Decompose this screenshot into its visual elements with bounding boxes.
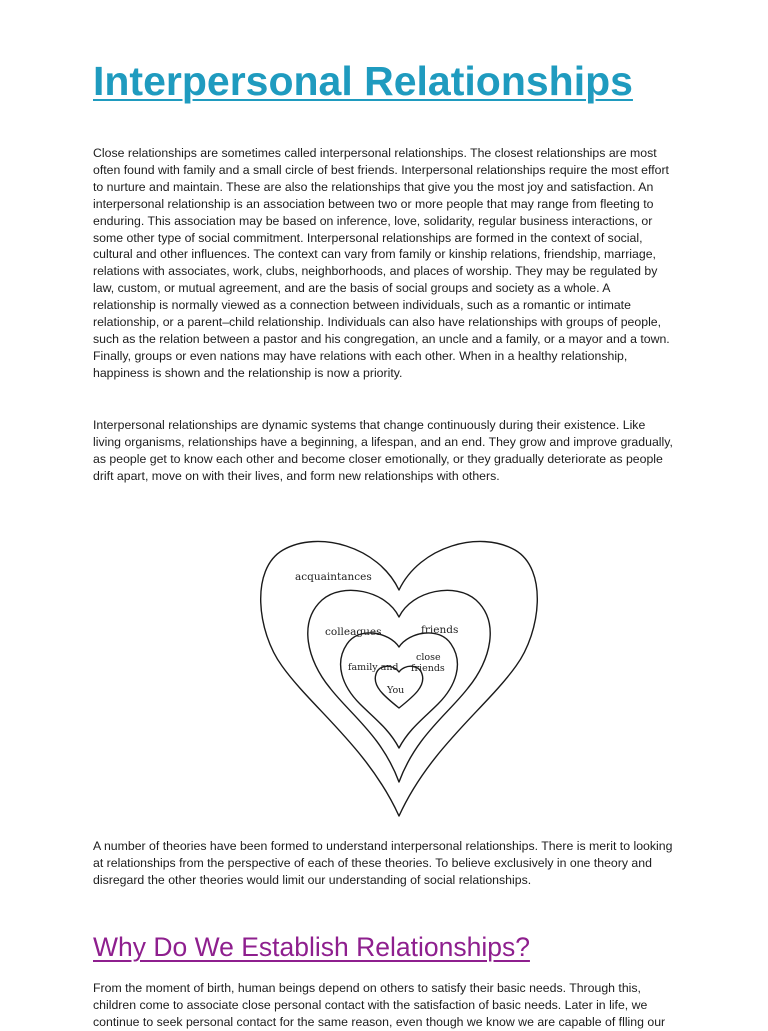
section-heading: Why Do We Establish Relationships? <box>93 932 530 962</box>
paragraph-line: Interpersonal relationships are dynamic systems that change continuously during their existence. Like <box>93 418 646 432</box>
label-family-and: family and <box>348 662 399 673</box>
paragraph-line: to nurture and maintain. These are also the relationships that give you the most joy and satisfaction. An <box>93 179 654 194</box>
page-title: Interpersonal Relationships <box>93 58 633 104</box>
label-colleagues: colleagues <box>325 626 382 638</box>
paragraph-line: Finally, groups or even nations may have relations with each other. When in a healthy relationship, <box>93 348 628 363</box>
paragraph-line: drift apart, move on with their lives, and form new relationships with others. <box>93 468 500 483</box>
paragraph-line: happiness is shown and the relationship is now a priority. <box>93 365 403 380</box>
paragraph-line: interpersonal relationship is an association between two or more people that may range from fleeting to <box>93 196 654 211</box>
relationship-heart-diagram <box>250 536 550 822</box>
label-close-friends: friends <box>411 663 445 674</box>
paragraph-line: some other type of social commitment. Interpersonal relationships are formed in the context of social, <box>93 230 643 245</box>
paragraph-line: such as the relation between a pastor and his congregation, an uncle and a family, or a mayor and a town. <box>93 331 670 346</box>
dynamics-paragraph <box>93 417 713 485</box>
paragraph-line: often found with family and a small circle of best friends. Interpersonal relationships require the most effort <box>93 162 669 177</box>
paragraph-line: cultural and other influences. The context can vary from family or kinship relations, friendship, marriage, <box>93 247 656 262</box>
paragraph-line: relationship is normally viewed as a connection between individuals, such as a romantic or intimate <box>93 298 631 313</box>
paragraph-line: enduring. This association may be based on inference, love, solidarity, regular business interactions, or <box>93 213 653 228</box>
paragraph-line: Close relationships are sometimes called interpersonal relationships. The closest relationships are most <box>93 146 657 160</box>
heart-diagram-svg <box>250 536 550 822</box>
paragraph-line: relationship, or a parent–child relationship. Individuals can also have relationships with groups of people, <box>93 315 662 330</box>
paragraph-line: living organisms, relationships have a beginning, a lifespan, and an end. They grow and improve gradually, <box>93 434 673 449</box>
paragraph-line: From the moment of birth, human beings depend on others to satisfy their basic needs. Through this, <box>93 981 641 995</box>
paragraph-line: continue to seek personal contact for the same reason, even though we know we are capable of flling our <box>93 1014 666 1029</box>
label-friends: friends <box>421 624 459 636</box>
intro-paragraph <box>93 145 713 382</box>
paragraph-line: children come to associate close personal contact with the satisfaction of basic needs. Later in life, we <box>93 997 648 1012</box>
label-close: close <box>416 652 441 663</box>
theories-paragraph <box>93 838 713 889</box>
label-you: You <box>387 685 405 696</box>
label-acquaintances: acquaintances <box>295 571 372 583</box>
paragraph-line: law, custom, or mutual agreement, and are the basis of social groups and society as a whole. A <box>93 281 611 296</box>
paragraph-line: relations with associates, work, clubs, neighborhoods, and places of worship. They may be regulated by <box>93 264 658 279</box>
section-paragraph <box>93 980 713 1031</box>
paragraph-line: disregard the other theories would limit our understanding of social relationships. <box>93 872 532 887</box>
paragraph-line: at relationships from the perspective of each of these theories. To believe exclusively in one theory and <box>93 855 652 870</box>
paragraph-line: A number of theories have been formed to understand interpersonal relationships. There is merit to looking <box>93 839 673 853</box>
paragraph-line: as people get to know each other and become closer emotionally, or they gradually deteriorate as people <box>93 451 663 466</box>
